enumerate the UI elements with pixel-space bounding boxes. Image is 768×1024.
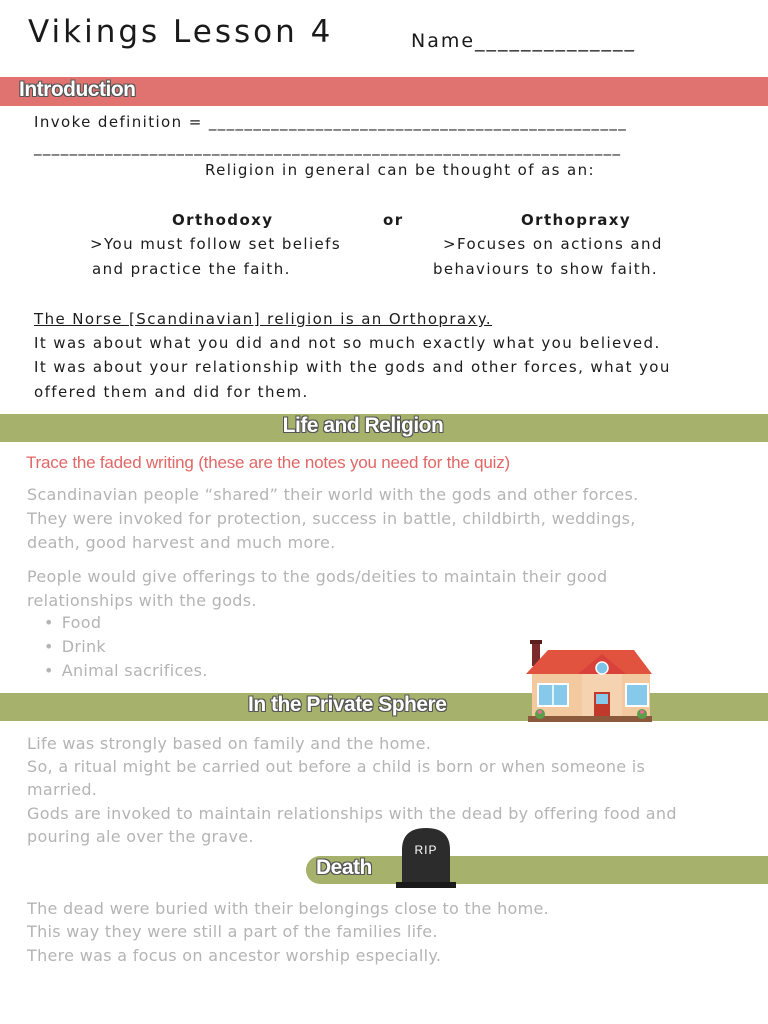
tombstone-label: RIP <box>414 843 438 857</box>
private-line-2: So, a ritual might be carried out before a child is born or when someone is <box>27 757 646 776</box>
life-religion-heading: Life and Religion <box>282 414 444 437</box>
death-line-1: The dead were buried with their belongings close to the home. <box>27 899 550 918</box>
death-line-2: This way they were still a part of the families life. <box>27 922 438 941</box>
death-band <box>306 856 768 884</box>
or-word: or <box>383 211 404 229</box>
quiz-instruction: Trace the faded writing (these are the notes you need for the quiz) <box>26 453 510 472</box>
invoke-definition-line1[interactable]: Invoke definition = _______________________________________________ <box>34 113 628 131</box>
life-para1-line1: Scandinavian people “shared” their world with the gods and other forces. <box>27 485 639 504</box>
life-para1-line3: death, good harvest and much more. <box>27 533 336 552</box>
private-line-3: married. <box>27 780 98 799</box>
intro-paragraph-2: It was about your relationship with the gods and other forces, what you <box>34 358 671 376</box>
death-line-3: There was a focus on ancestor worship especially. <box>27 946 442 965</box>
orthopraxy-desc-2: behaviours to show faith. <box>433 260 659 278</box>
norse-statement: The Norse [Scandinavian] religion is an Orthopraxy. <box>34 310 493 328</box>
list-item: • Drink <box>44 635 208 659</box>
orthodoxy-desc-2: and practice the faith. <box>92 260 291 278</box>
invoke-definition-line2[interactable]: __________________________________________________________________ <box>34 138 622 156</box>
offerings-list <box>44 611 208 683</box>
private-line-4: Gods are invoked to maintain relationships with the dead by offering food and <box>27 804 677 823</box>
private-sphere-heading: In the Private Sphere <box>248 693 447 716</box>
list-item: • Food <box>44 611 208 635</box>
life-para2-line2: relationships with the gods. <box>27 591 257 610</box>
private-line-5: pouring ale over the grave. <box>27 827 254 846</box>
introduction-heading: Introduction <box>19 78 136 101</box>
orthodoxy-desc-1: >You must follow set beliefs <box>90 235 342 253</box>
life-para2-line1: People would give offerings to the gods/deities to maintain their good <box>27 567 608 586</box>
religion-general-text: Religion in general can be thought of as an: <box>204 161 595 179</box>
name-field-label[interactable]: Name______________ <box>411 30 637 52</box>
page-title: Vikings Lesson 4 <box>28 14 334 50</box>
list-item: • Animal sacrifices. <box>44 659 208 683</box>
orthopraxy-title: Orthopraxy <box>521 211 632 229</box>
intro-paragraph-1: It was about what you did and not so much exactly what you believed. <box>34 334 661 352</box>
private-line-1: Life was strongly based on family and the home. <box>27 734 432 753</box>
orthodoxy-title: Orthodoxy <box>172 211 274 229</box>
house-icon <box>522 636 656 726</box>
intro-paragraph-3: offered them and did for them. <box>34 383 309 401</box>
orthopraxy-desc-1: >Focuses on actions and <box>443 235 663 253</box>
death-heading: Death <box>316 856 372 879</box>
tombstone-icon <box>396 826 456 888</box>
life-para1-line2: They were invoked for protection, success in battle, childbirth, weddings, <box>27 509 636 528</box>
